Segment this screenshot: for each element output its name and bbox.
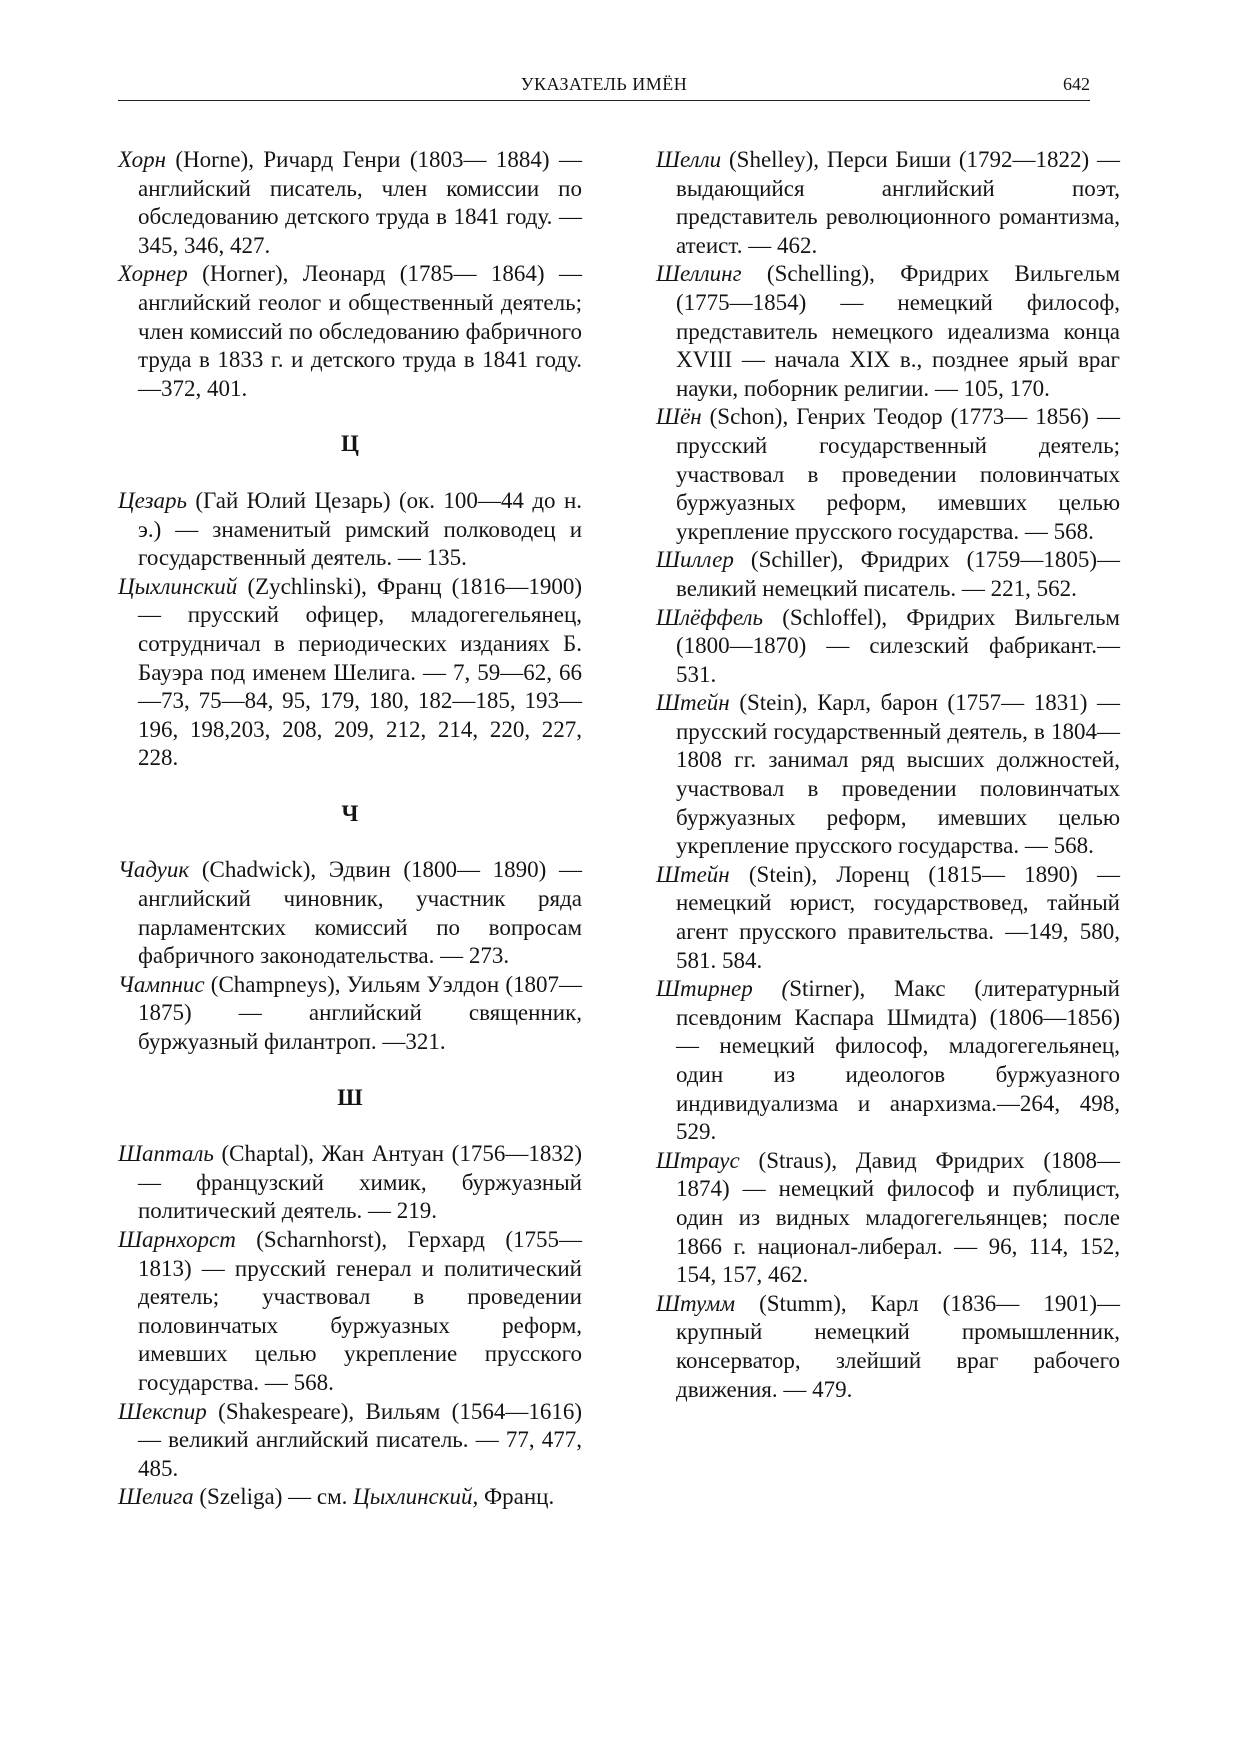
entry-name: Шекспир <box>118 1398 207 1424</box>
entry-text: (Chadwick), Эдвин (1800— 1890) — английский чиновник, участник ряда парламентских комиссий по вопросам фабричного законодательства. — 273. <box>138 857 582 969</box>
entry-text: (Horne), Ричард Генри (1803— 1884) — английский писатель, член комиссии по обследованию детского труда в 1841 году. — 345, 346, 427. <box>138 147 582 258</box>
entry-name: Шелли <box>656 147 722 172</box>
entry-name: Штейн <box>656 690 730 716</box>
entry-name: Штраус <box>656 1147 740 1173</box>
entry-name: Штирнер ( <box>656 976 790 1002</box>
entry-name: Цыхлинский <box>118 573 238 599</box>
index-entry <box>656 146 1120 260</box>
cross-reference: Цыхлинский, <box>353 1484 479 1510</box>
entry-text: (Schiller), Фридрих (1759—1805)—великий немецкий писатель. — 221, 562. <box>676 547 1120 601</box>
index-entry <box>656 1147 1120 1290</box>
entry-text: (Гай Юлий Цезарь) (ок. 100—44 до н. э.) — знаменитый римский полководец и государственный деятель. — 135. <box>138 487 582 571</box>
entry-name: Шеллинг <box>656 261 742 287</box>
entry-text: (Stein), Лоренц (1815— 1890) — немецкий юрист, государствовед, тайный агент прусского правительства. —149, 580, 581. 584. <box>676 861 1120 973</box>
entry-text: (Zychlinski), Франц (1816—1900) — прусский офицер, младогегельянец, сотрудничал в периодических изданиях Б. Бауэра под именем Шелига. — 7, 59—62, 66—73, 75—84, 95, 179, 180, 182—185, 193—196, 198,203, 208, 209, 212, 214, 220, 227, 228. <box>138 573 582 771</box>
section-letter: Ч <box>341 800 359 826</box>
entry-name: Шарнхорст <box>118 1227 236 1252</box>
entry-name: Шапталь <box>118 1141 214 1167</box>
index-entry <box>656 403 1120 546</box>
page-number: 642 <box>1063 74 1090 94</box>
index-entry <box>118 573 582 773</box>
entry-name: Штумм <box>656 1290 736 1316</box>
section-letter: Ш <box>337 1084 363 1110</box>
entry-name: Шиллер <box>656 547 734 573</box>
entry-text: (Chaptal), Жан Антуан (1756—1832) — французский химик, буржуазный политический деятель. — 219. <box>138 1141 582 1224</box>
index-entry <box>118 856 582 970</box>
entry-text: (Szeliga) — см. <box>193 1484 354 1510</box>
index-entry <box>118 1483 582 1512</box>
entry-name: Чадуик <box>118 857 190 883</box>
entry-text: (Straus), Давид Фридрих (1808—1874) — немецкий философ и публицист, один из видных младогегельянцев; после 1866 г. национал-либерал. — 96, 114, 152, 154, 157, 462. <box>676 1147 1120 1288</box>
index-entry <box>656 975 1120 1147</box>
entry-text: (Champneys), Уильям Уэлдон (1807—1875) — английский священник, буржуазный филантроп. —321. <box>138 971 582 1055</box>
entry-name: Чампнис <box>118 971 205 997</box>
index-entry <box>656 546 1120 603</box>
index-entry <box>118 971 582 1057</box>
header-title: УКАЗАТЕЛЬ ИМЁН <box>520 74 688 94</box>
entry-name: Хорнер <box>118 261 188 287</box>
entry-text: (Stein), Карл, барон (1757— 1831) — прусский государственный деятель, в 1804—1808 гг. занимал ряд высших должностей, участвовал в проведении половинчатых буржуазных реформ, имевших целью укрепление прусского государства. — 568. <box>676 690 1120 859</box>
index-entry <box>118 487 582 573</box>
entry-name: Шлёффель <box>656 604 764 630</box>
index-entry <box>656 604 1120 690</box>
entry-text: (Shakespeare), Вильям (1564—1616) — великий английский писатель. — 77, 477, 485. <box>138 1398 582 1481</box>
index-entry <box>118 1398 582 1484</box>
index-entry <box>118 1140 582 1226</box>
entry-text-tail: Франц. <box>478 1484 555 1510</box>
section-letter: Ц <box>341 431 359 457</box>
entry-text: (Shelley), Перси Биши (1792—1822) — выдающийся английский поэт, представитель революционного романтизма, атеист. — 462. <box>676 147 1120 258</box>
entry-name: Шён <box>656 404 702 430</box>
running-header <box>118 64 1090 101</box>
entry-text: (Schelling), Фридрих Вильгельм (1775—1854) — немецкий философ, представитель немецкого идеализма конца XVIII — начала XIX в., позднее ярый враг науки, поборник религии. — 105, 170. <box>676 261 1120 401</box>
index-entry <box>656 260 1120 403</box>
index-entry <box>656 861 1120 975</box>
entry-name: Цезарь <box>118 487 187 513</box>
entry-name: Хорн <box>118 147 166 172</box>
index-entry <box>656 1290 1120 1404</box>
entry-text: Stirner), Макс (литературный псевдоним Каспара Шмидта) (1806—1856) — немецкий философ, младогегельянец, один из идеологов буржуазного индивидуализма и анархизма.—264, 498, 529. <box>676 976 1120 1145</box>
entry-text: (Scharnhorst), Герхард (1755—1813) — прусский генерал и политический деятель; участвовал в проведении половинчатых буржуазных реформ, имевших целью укрепление прусского государства. — 568. <box>138 1227 582 1395</box>
index-entry <box>118 146 582 260</box>
entry-text: (Horner), Леонард (1785— 1864) — английский геолог и общественный деятель; член комиссий по обследованию фабричного труда в 1833 г. и детского труда в 1841 году.—372, 401. <box>138 261 582 401</box>
entry-text: (Schloffel), Фридрих Вильгельм (1800—1870) — силезский фабрикант.— 531. <box>676 604 1120 687</box>
right-column <box>656 146 1120 1404</box>
entry-name: Штейн <box>656 861 730 887</box>
left-column <box>118 146 582 1512</box>
entry-text: (Schon), Генрих Теодор (1773— 1856) — прусский государственный деятель; участвовал в проведении половинчатых буржуазных реформ, имевших целью укрепление прусского государства. — 568. <box>676 404 1120 544</box>
index-entry <box>656 689 1120 861</box>
entry-text: (Stumm), Карл (1836— 1901)— крупный немецкий промышленник, консерватор, злейший враг рабочего движения. — 479. <box>676 1290 1120 1402</box>
index-entry <box>118 260 582 403</box>
entry-name: Шелига <box>118 1484 194 1510</box>
index-entry <box>118 1226 582 1398</box>
